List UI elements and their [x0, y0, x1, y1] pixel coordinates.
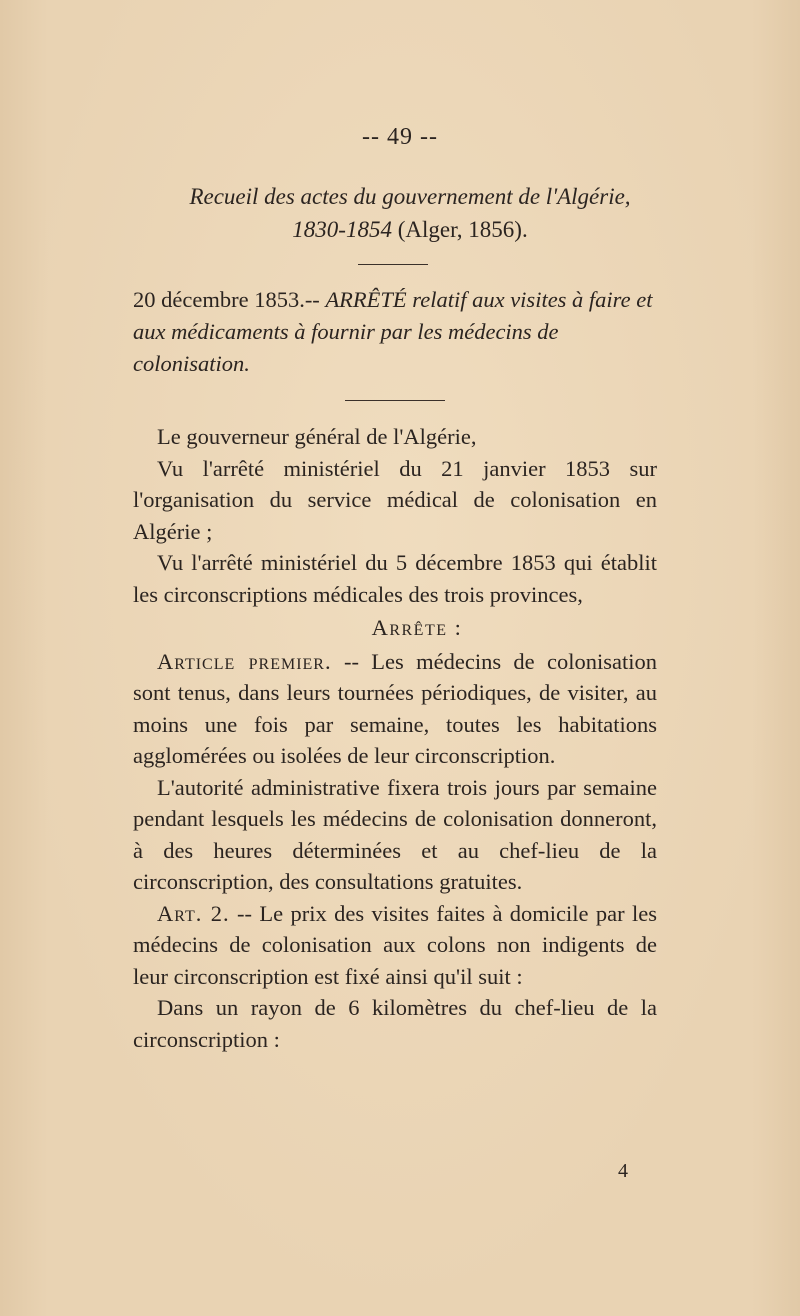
article-2-paragraph-2: Dans un rayon de 6 kilomètres du chef-lieu de la circonscription :: [133, 995, 657, 1052]
article-1-label: Article premier.: [157, 648, 332, 674]
page-number: -- 49 --: [362, 124, 438, 150]
source-title: Recueil des actes du gouvernement de l'Algérie,: [189, 184, 631, 209]
decree-title: ARRÊTÉ relatif aux visites à faire et aux médicaments à fournir par les médecins de colonisation.: [133, 287, 653, 376]
article-2-text: -- Le prix des visites faites à domicile par les médecins de colonisation aux colons non indigents de leur circonscription est fixé ainsi qu'il suit :: [133, 900, 658, 989]
decree-body: [133, 421, 657, 1055]
separator-rule: [358, 264, 428, 265]
article-2: [133, 898, 657, 993]
decree-heading: [133, 284, 660, 380]
article-1: [133, 646, 657, 772]
signature-mark: 4: [618, 1160, 628, 1182]
source-dates: 1830-1854: [292, 217, 392, 242]
source-citation: [110, 180, 710, 246]
source-publisher: (Alger, 1856).: [391, 217, 528, 242]
arrete-heading: Arrête :: [371, 615, 463, 640]
preamble-governor: Le gouverneur général de l'Algérie,: [157, 424, 477, 449]
article-2-label: Art. 2.: [157, 900, 230, 926]
article-1-paragraph-2: L'autorité administrative fixera trois jours par semaine pendant lesquels les médecins de colonisation donneront, à des heures déterminées et au chef-lieu de la circonscription, des consultations gratuites.: [133, 774, 657, 894]
preamble-recital-2: Vu l'arrêté ministériel du 5 décembre 1853 qui établit les circonscriptions médicales des trois provinces,: [133, 550, 657, 607]
separator-rule: [345, 400, 445, 401]
preamble-recital-1: Vu l'arrêté ministériel du 21 janvier 1853 sur l'organisation du service médical de colonisation en Algérie ;: [133, 455, 657, 544]
article-1-text: -- Les médecins de colonisation sont tenus, dans leurs tournées périodiques, de visiter, au moins une fois par semaine, toutes les habitations agglomérées ou isolées de leur circonscription.: [133, 648, 658, 768]
decree-date: 20 décembre 1853.--: [133, 287, 326, 312]
